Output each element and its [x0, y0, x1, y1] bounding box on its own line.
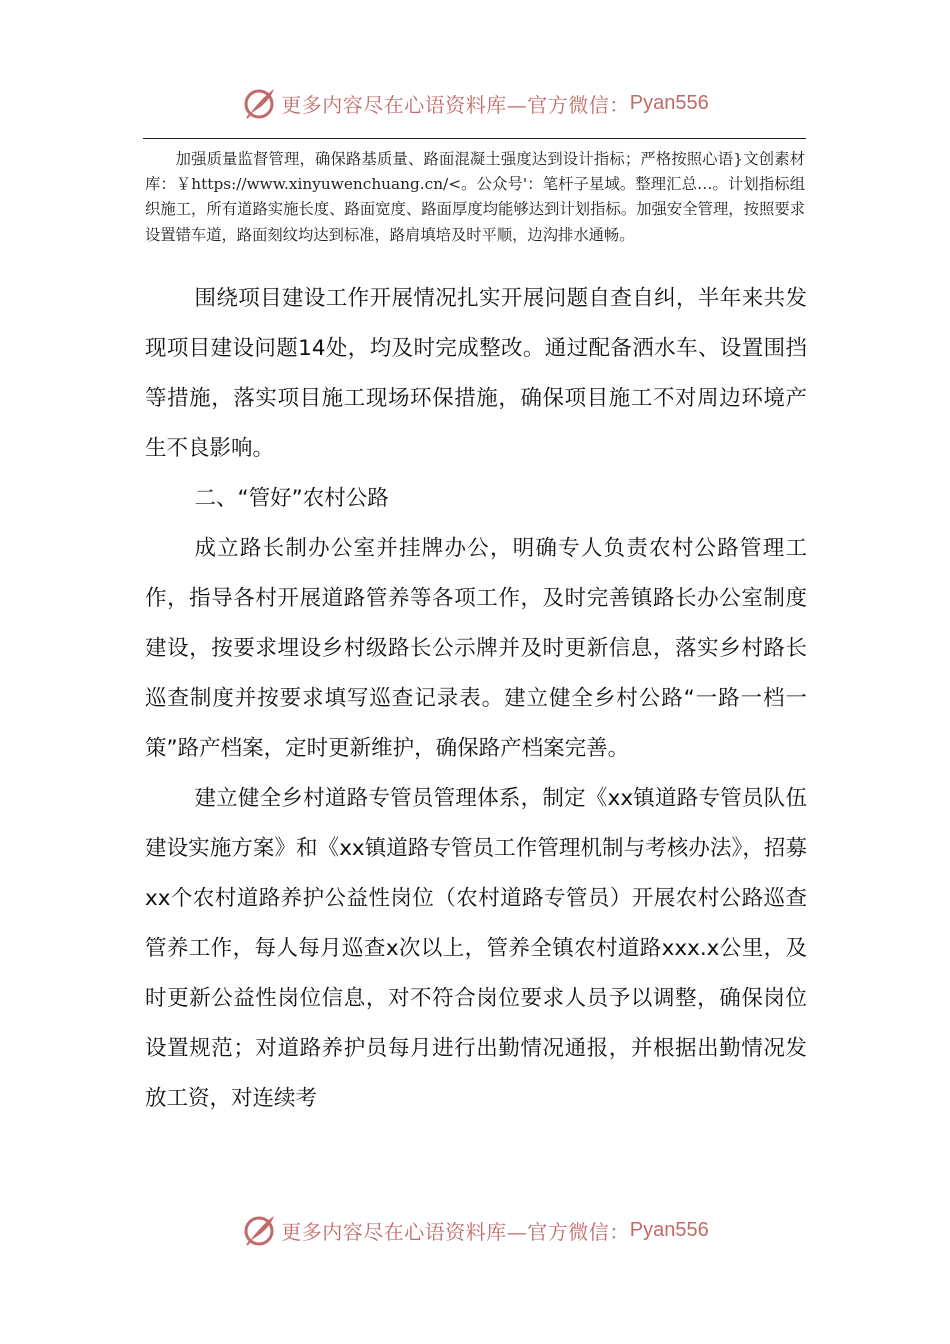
- watermark-banner-bottom: [0, 1210, 950, 1250]
- header-rule: [143, 138, 806, 139]
- quill-logo-icon: [241, 85, 277, 121]
- watermark-text: 更多内容尽在心语资料库—官方微信：: [281, 1219, 630, 1244]
- intro-text: [145, 147, 805, 248]
- watermark-text: 更多内容尽在心语资料库—官方微信：: [281, 92, 630, 117]
- paragraph-1: 围绕项目建设工作开展情况扎实开展问题自查自纠，半年来共发现项目建设问题14处，均及时完成整改。通过配备洒水车、设置围挡等措施，落实项目施工现场环保措施，确保项目施工不对周边环境产生不良影响。: [145, 286, 807, 461]
- paragraph-3: 建立健全乡村道路专管员管理体系，制定《xx镇道路专管员队伍建设实施方案》和《xx镇道路专管员工作管理机制与考核办法》，招募xx个农村道路养护公益性岗位（农村道路专管员）开展农村公路巡查管养工作，每人每月巡查x次以上，管养全镇农村道路xxx.x公里，及时更新公益性岗位信息，对不符合岗位要求人员予以调整，确保岗位设置规范；对道路养护员每月进行出勤情况通报，并根据出勤情况发放工资，对连续考: [145, 786, 807, 1111]
- watermark-id: Pyan556: [629, 1218, 709, 1241]
- intro-paragraph: 加强质量监督管理，确保路基质量、路面混凝土强度达到设计指标；严格按照心语}文创素材库：￥https://www.xinyuwenchuang.cn/<。公众号'：笔杆子星域。整理汇总…。计划指标组织施工，所有道路实施长度、路面宽度、路面厚度均能够达到计划指标。加强安全管理，按照要求设置错车道，路面刻纹均达到标准，路肩填培及时平顺，边沟排水通畅。: [145, 150, 805, 244]
- watermark-id: Pyan556: [629, 91, 709, 114]
- body-text: [145, 274, 807, 1124]
- paragraph-2: 成立路长制办公室并挂牌办公，明确专人负责农村公路管理工作，指导各村开展道路管养等各项工作，及时完善镇路长办公室制度建设，按要求埋设乡村级路长公示牌并及时更新信息，落实乡村路长巡查制度并按要求填写巡查记录表。建立健全乡村公路“一路一档一策”路产档案，定时更新维护，确保路产档案完善。: [145, 536, 807, 761]
- watermark-banner-top: [0, 83, 950, 123]
- section-heading: 二、“管好”农村公路: [194, 486, 389, 511]
- quill-logo-icon: [241, 1212, 277, 1248]
